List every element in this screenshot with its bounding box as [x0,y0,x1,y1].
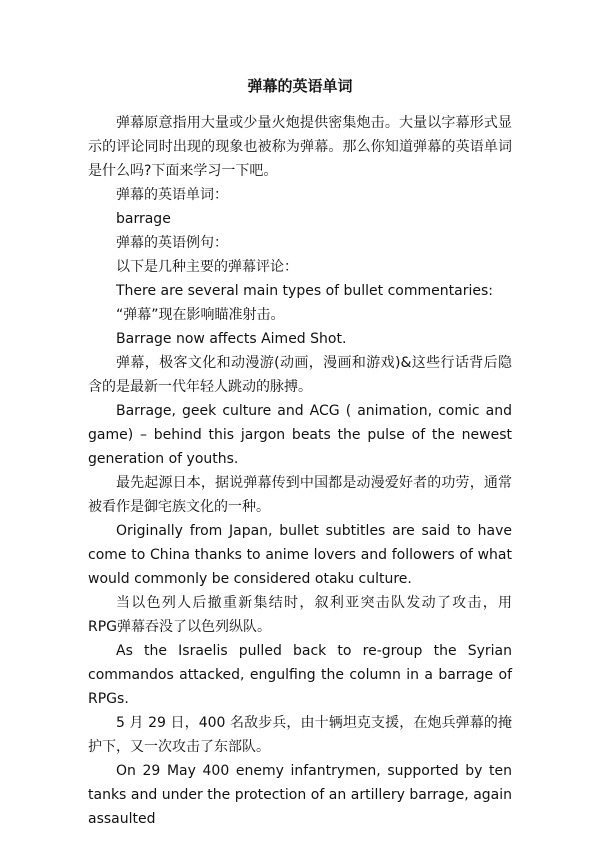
paragraph-example-1-en: There are several main types of bullet commentaries: [116,283,493,299]
paragraph-example-6-en: On 29 May 400 enemy infantrymen, supported by ten tanks and under the protection of an artillery barrage, again assaulted [88,763,512,827]
paragraph-example-2-en: Barrage now affects Aimed Shot. [116,331,347,347]
paragraph-example-5-en: As the Israelis pulled back to re-group the Syrian commandos attacked, engulfing the column in a barrage of RPGs. [88,643,512,707]
paragraph-intro: 弹幕原意指用大量或少量火炮提供密集炮击。大量以字幕形式显示的评论同时出现的现象也被称为弹幕。那么你知道弹幕的英语单词是什么吗?下面来学习一下吧。 [88,115,512,179]
paragraph-example-3-zh: 弹幕，极客文化和动漫游(动画，漫画和游戏)&这些行话背后隐含的是最新一代年轻人跳动的脉搏。 [88,355,512,395]
paragraph-example-4-en: Originally from Japan, bullet subtitles are said to have come to China thanks to anime lovers and followers of what would commonly be considered otaku culture. [88,523,512,587]
document-title: 弹幕的英语单词 [247,77,353,95]
paragraph-example-1-zh: 以下是几种主要的弹幕评论： [116,259,298,275]
paragraph-word: barrage [116,211,171,227]
paragraph-example-6-zh: 5 月 29 日，400 名敌步兵，由十辆坦克支援，在炮兵弹幕的掩护下，又一次攻击了东部队。 [88,715,512,755]
document-body [88,111,512,831]
paragraph-example-5-zh: 当以色列人后撤重新集结时，叙利亚突击队发动了攻击，用 RPG弹幕吞没了以色列纵队。 [88,595,512,635]
paragraph-example-4-zh: 最先起源日本，据说弹幕传到中国都是动漫爱好者的功劳，通常被看作是御宅族文化的一种。 [88,475,512,515]
paragraph-word-heading: 弹幕的英语单词： [116,187,228,203]
paragraph-example-heading: 弹幕的英语例句： [116,235,228,251]
paragraph-example-3-en: Barrage, geek culture and ACG ( animation, comic and game) – behind this jargon beats the pulse of the newest generation of youths. [88,403,512,467]
paragraph-example-2-zh: “弹幕”现在影响瞄准射击。 [116,307,285,323]
